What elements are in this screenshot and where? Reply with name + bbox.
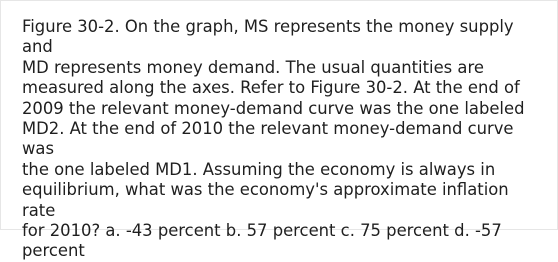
question-line: Figure 30-2. On the graph, MS represents the money supply and (22, 17, 514, 57)
question-line: percent (22, 241, 85, 261)
question-line: MD2. At the end of 2010 the relevant money-demand curve was (22, 119, 514, 159)
question-line: the one labeled MD1. Assuming the economy is always in (22, 159, 496, 179)
question-line: 2009 the relevant money-demand curve was the one labeled (22, 98, 525, 118)
question-text (22, 17, 542, 262)
question-line: for 2010? a. -43 percent b. 57 percent c. 75 percent d. -57 (22, 221, 502, 241)
question-line: measured along the axes. Refer to Figure 30-2. At the end of (22, 78, 520, 98)
question-line: MD represents money demand. The usual quantities are (22, 57, 484, 77)
question-line: equilibrium, what was the economy's approximate inflation rate (22, 180, 509, 220)
